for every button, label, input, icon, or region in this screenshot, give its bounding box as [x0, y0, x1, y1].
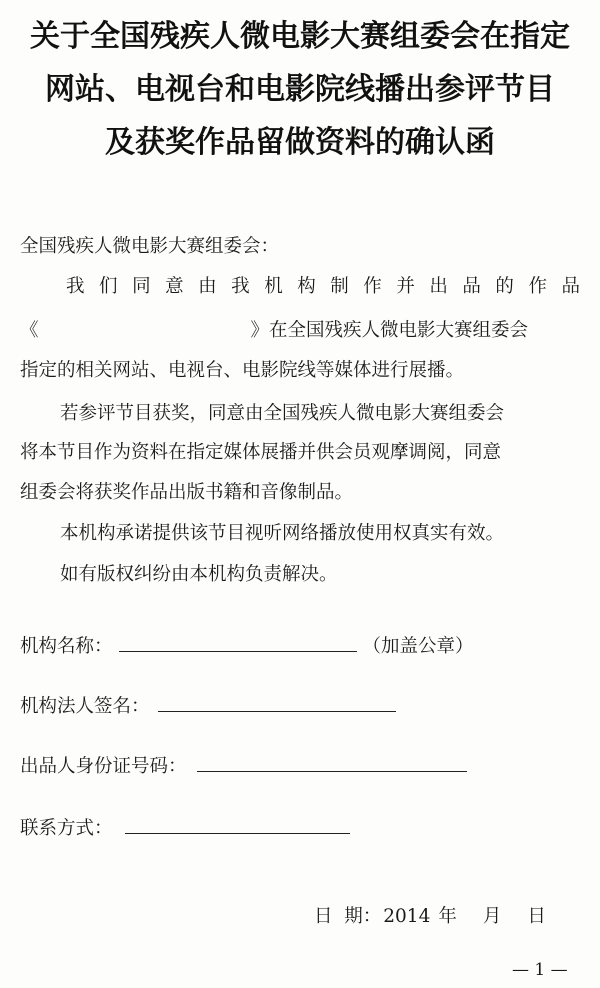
para1-line1-char: 意 — [165, 276, 184, 297]
para4: 如有版权纠纷由本机构负责解决。 — [60, 564, 338, 585]
para1-line1-char: 机 — [264, 276, 283, 297]
para1-line1-char: 我 — [231, 276, 250, 297]
date-year-unit: 年 — [438, 906, 457, 927]
contact-row — [20, 814, 350, 840]
id-number-label: 出品人身份证号码： — [20, 756, 187, 777]
seal-note: （加盖公章） — [362, 636, 474, 657]
page-number: — 1 — — [512, 960, 568, 980]
para2-line3: 组委会将获奖作品出版书籍和音像制品。 — [20, 482, 354, 503]
date-day-unit: 日 — [527, 906, 546, 927]
para1-line1-char: 作 — [363, 276, 382, 297]
title-open-bracket: 《 — [20, 320, 39, 341]
para1-line1-char: 并 — [396, 276, 415, 297]
id-number-row — [20, 752, 467, 778]
contact-field[interactable] — [125, 815, 350, 834]
title-line-1: 关于全国残疾人微电影大赛组委会在指定 — [30, 19, 570, 54]
legal-rep-signature-field[interactable] — [158, 693, 396, 712]
para1-line1-char: 构 — [297, 276, 316, 297]
org-name-field[interactable] — [119, 633, 357, 652]
para2-line1: 若参评节目获奖，同意由全国残疾人微电影大赛组委会 — [60, 403, 505, 424]
para2-line2: 将本节目作为资料在指定媒体展播并供会员观摩调阅，同意 — [20, 442, 502, 463]
para1-line1-char: 的 — [495, 276, 514, 297]
addressee: 全国残疾人微电影大赛组委会： — [20, 236, 280, 257]
para1-line1-char: 出 — [429, 276, 448, 297]
para1-line1-char: 作 — [528, 276, 547, 297]
title-line-3: 及获奖作品留做资料的确认函 — [105, 125, 495, 160]
para1-line1 — [66, 272, 580, 298]
date-label: 日 期： — [314, 906, 382, 927]
legal-rep-row — [20, 692, 396, 718]
para1-line1-char: 由 — [198, 276, 217, 297]
para1-line1-char: 同 — [132, 276, 151, 297]
para1-line3: 指定的相关网站、电视台、电影院线等媒体进行展播。 — [20, 360, 465, 381]
legal-rep-label: 机构法人签名： — [20, 696, 150, 717]
contact-label: 联系方式： — [20, 818, 113, 839]
id-number-field[interactable] — [197, 753, 467, 772]
org-name-label: 机构名称： — [20, 636, 113, 657]
document-title — [0, 10, 600, 169]
para1-line1-char: 们 — [99, 276, 118, 297]
date-year: 2014 — [383, 906, 431, 927]
para1-line2-text: 》在全国残疾人微电影大赛组委会 — [250, 320, 529, 341]
date-row — [314, 902, 546, 928]
para1-line1-char: 品 — [462, 276, 481, 297]
title-line-2: 网站、电视台和电影院线播出参评节目 — [45, 72, 555, 107]
para3: 本机构承诺提供该节目视听网络播放使用权真实有效。 — [60, 523, 505, 544]
para1-line1-char: 品 — [561, 276, 580, 297]
para1-line1-char: 我 — [66, 276, 85, 297]
para1-line2 — [20, 316, 528, 342]
para1-line1-char: 制 — [330, 276, 349, 297]
date-month-unit: 月 — [482, 906, 502, 927]
org-name-row — [20, 632, 474, 658]
